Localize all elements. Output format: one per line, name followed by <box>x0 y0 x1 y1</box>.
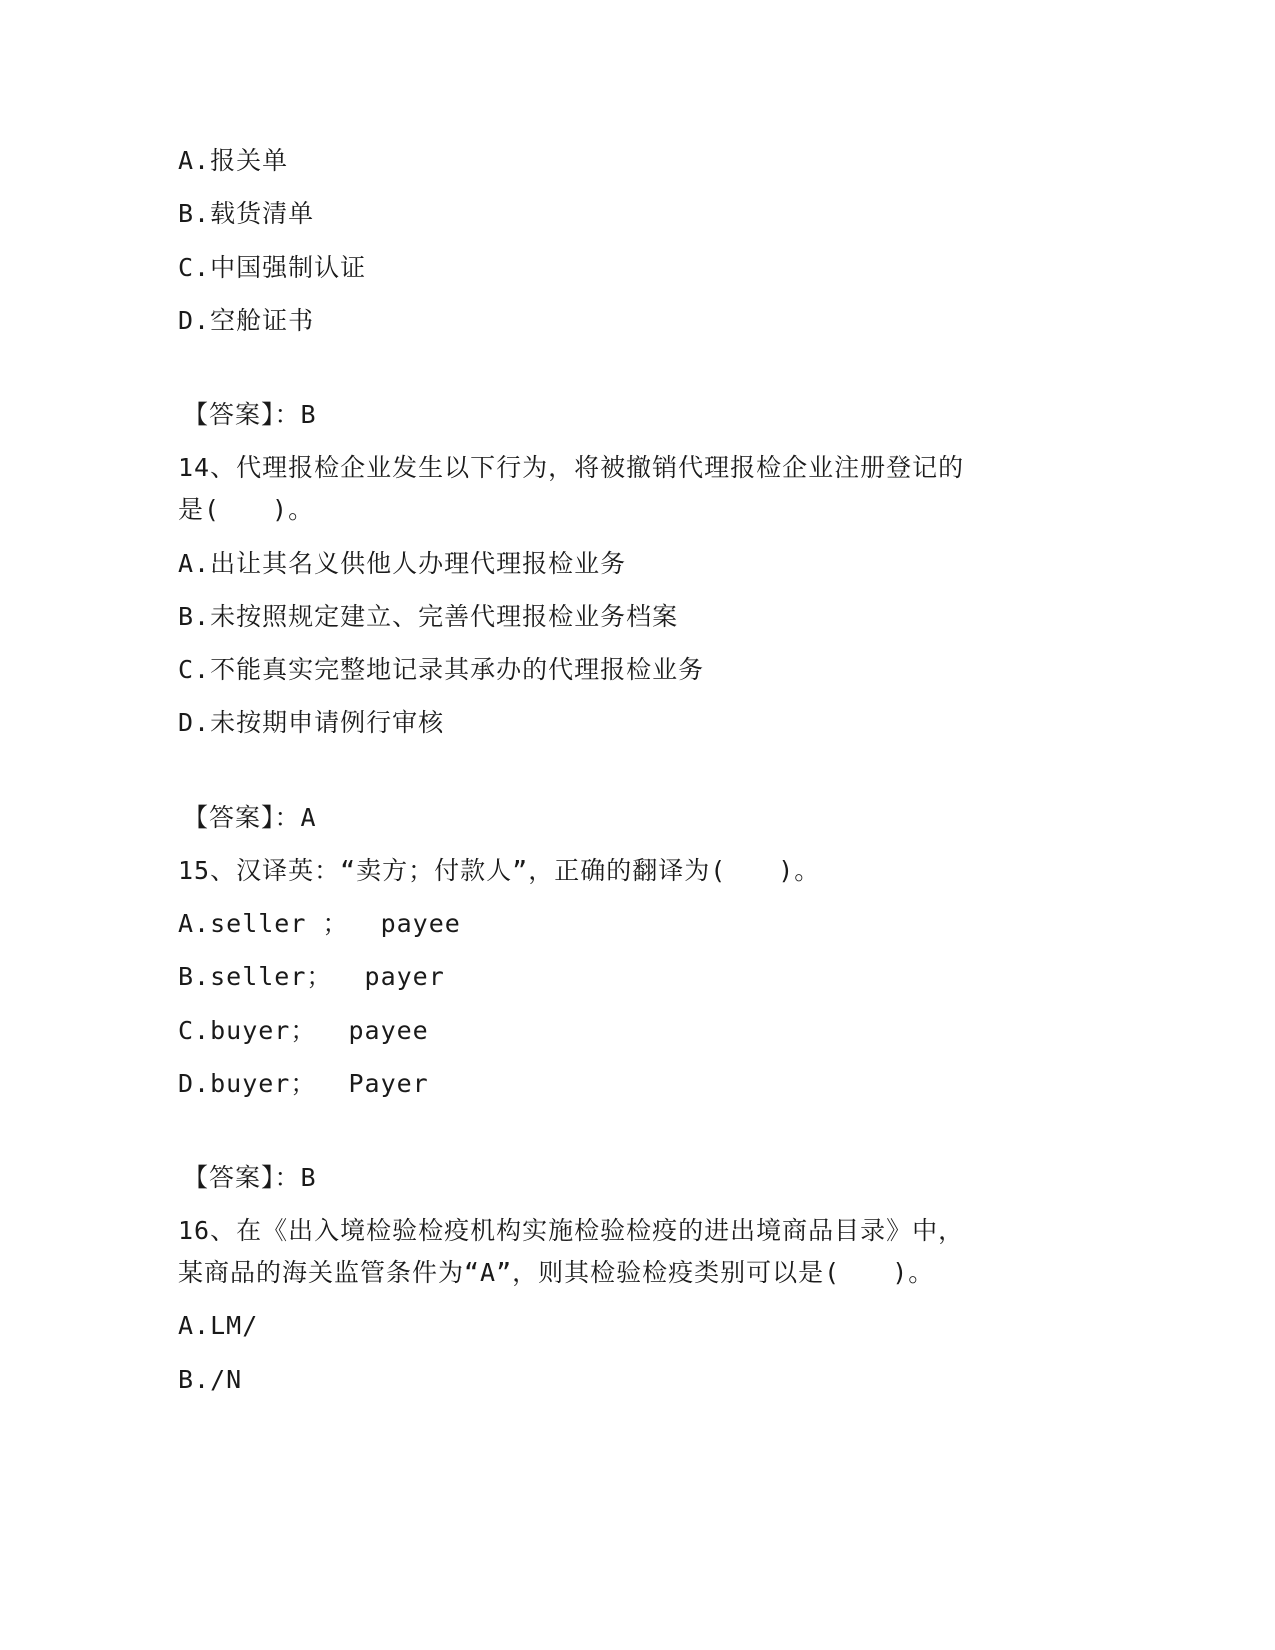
q16-option-b: B./N <box>178 1365 243 1394</box>
q14-option-a: A.出让其名义供他人办理代理报检业务 <box>178 549 627 578</box>
q16-stem-line2: 某商品的海关监管条件为“A”，则其检验检疫类别可以是( )。 <box>178 1258 935 1287</box>
q14-stem-line2: 是( )。 <box>178 495 315 524</box>
q15-stem-line1: 15、汉译英：“卖方；付款人”，正确的翻译为( )。 <box>178 856 821 885</box>
q15-option-c: C.buyer； payee <box>178 1016 429 1045</box>
q15-option-b: B.seller； payer <box>178 962 445 991</box>
q14-option-d: D.未按期申请例行审核 <box>178 708 445 737</box>
q15-option-a: A.seller ； payee <box>178 909 461 938</box>
q16-stem-line1: 16、在《出入境检验检疫机构实施检验检疫的进出境商品目录》中， <box>178 1216 965 1245</box>
q13-option-b: B.载货清单 <box>178 199 315 228</box>
q14-option-c: C.不能真实完整地记录其承办的代理报检业务 <box>178 655 705 684</box>
q14-option-b: B.未按照规定建立、完善代理报检业务档案 <box>178 602 679 631</box>
q14-stem-line1: 14、代理报检企业发生以下行为，将被撤销代理报检企业注册登记的 <box>178 453 965 482</box>
q13-option-a: A.报关单 <box>178 146 289 175</box>
q13-answer: 【答案】：B <box>183 400 317 429</box>
q13-option-c: C.中国强制认证 <box>178 253 367 282</box>
q15-option-d: D.buyer； Payer <box>178 1069 429 1098</box>
q16-option-a: A.LM/ <box>178 1311 259 1340</box>
q14-answer: 【答案】：A <box>183 803 317 832</box>
q13-option-d: D.空舱证书 <box>178 306 315 335</box>
q15-answer: 【答案】：B <box>183 1163 317 1192</box>
